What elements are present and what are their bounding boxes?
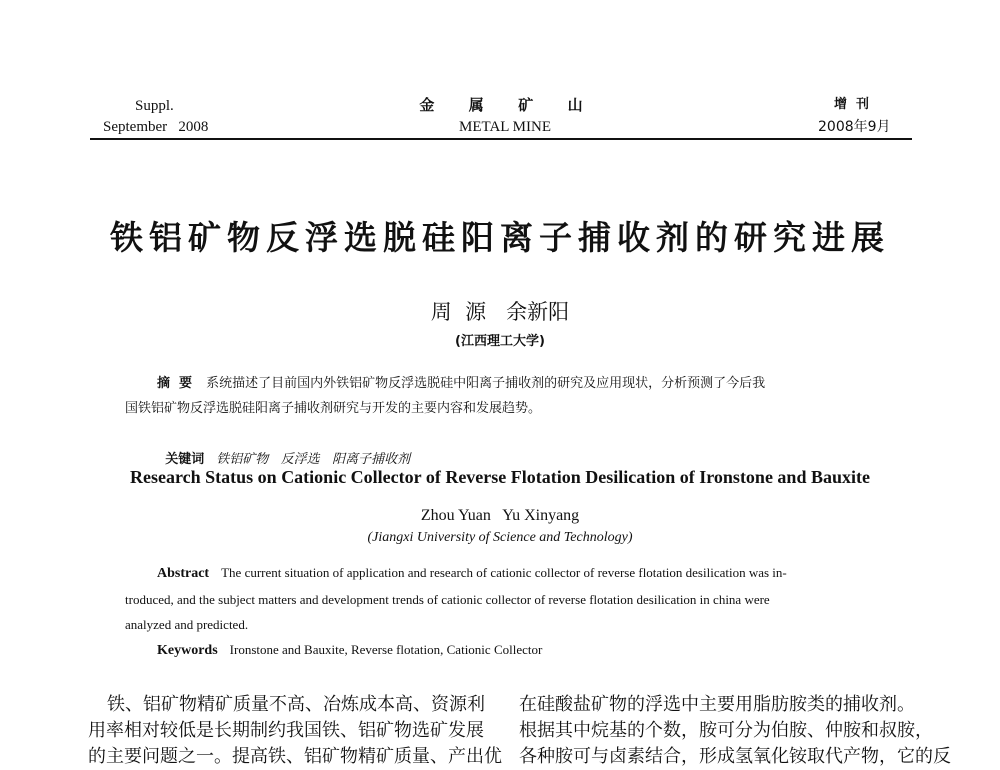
keywords-zh-text: 铁铝矿物 反浮选 阳离子捕收剂 [216,452,411,467]
authors-zh: 周 源 余新阳 [430,300,570,324]
body-left-line: 的主要问题之一。提高铁、铝矿物精矿质量、产出优 [88,746,502,767]
keywords-zh [157,424,410,472]
body-right-line: 各种胺可与卤素结合，形成氢氧化铵取代产物，它的反 [519,746,951,767]
abstract-zh-text-1: 系统描述了目前国内外铁铝矿物反浮选脱硅中阳离子捕收剂的研究及应用现状，分析预测了今后我 [206,376,766,391]
header-right-suppl-zh: 增 刊 [834,97,870,112]
body-left-line: 用率相对较低是长期制约我国铁、铝矿物选矿发展 [88,720,484,741]
header-year: 2008 [178,119,209,135]
keywords-label-zh: 关键词 [165,452,205,467]
keywords-en-text: Ironstone and Bauxite, Reverse flotation, Cationic Collector [229,642,543,657]
abstract-zh-line2: 国铁铝矿物反浮选脱硅阳离子捕收剂研究与开发的主要内容和发展趋势。 [125,401,542,416]
body-left-line: 铁、铝矿物精矿质量不高、冶炼成本高、资源利 [107,694,485,715]
body-right-line: 在硅酸盐矿物的浮选中主要用脂肪胺类的捕收剂。 [519,694,915,715]
affiliation-en: (Jiangxi University of Science and Technology) [367,530,633,545]
header-left-journal-suppl: Suppl. [135,98,174,114]
abstract-label-zh: 摘 要 [157,376,193,391]
body-left-column [88,692,502,770]
abstract-zh-line1 [157,372,917,396]
header-month: September [103,119,168,135]
abstract-en-line3: analyzed and predicted. [125,617,249,632]
body-right-column [519,692,951,770]
header-rule [90,138,912,140]
header-journal-title-en: METAL MINE [459,119,551,135]
article-title-en: Research Status on Cationic Collector of Reverse Flotation Desilication of Ironstone and Bauxite [130,467,870,487]
body-right-line: 根据其中烷基的个数，胺可分为伯胺、仲胺和叔胺， [519,720,933,741]
abstract-label-en: Abstract [157,566,210,581]
abstract-en-line1 [157,565,892,582]
affiliation-zh: (江西理工大学) [455,334,545,349]
header-right-date-zh: 2008年9月 [818,119,891,135]
header-left-date [103,118,208,136]
authors-en: Zhou Yuan Yu Xinyang [420,507,580,524]
keywords-label-en: Keywords [157,643,218,658]
header-journal-title-zh: 金 属 矿 山 [419,96,591,114]
abstract-en-text-1: The current situation of application and research of cationic collector of reverse flotation desilication was in- [221,565,787,580]
keywords-en [157,642,542,659]
abstract-en-line2: troduced, and the subject matters and development trends of cationic collector of reverse flotation desilication in china were [125,592,770,607]
article-title-zh: 铁铝矿物反浮选脱硅阳离子捕收剂的研究进展 [110,218,890,257]
